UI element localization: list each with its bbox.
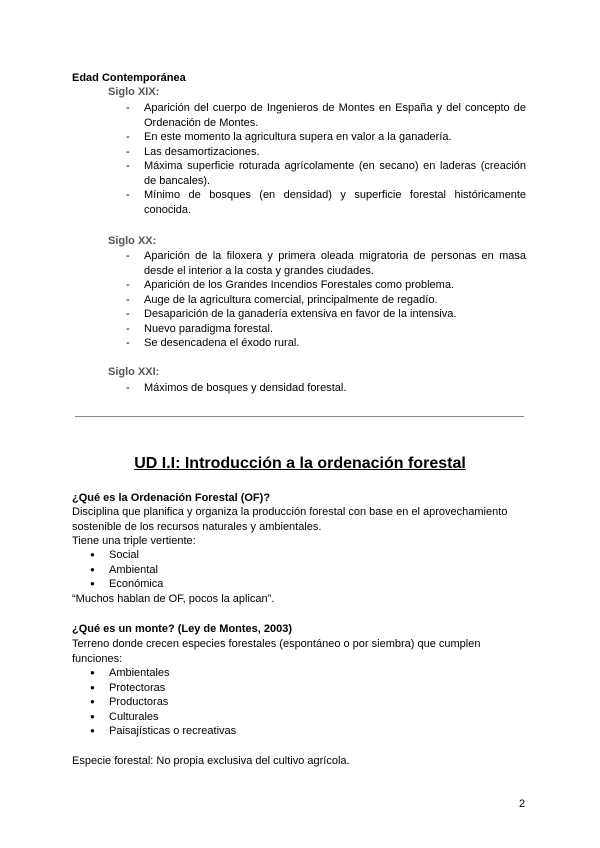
- bullet-item: ● Protectoras: [90, 681, 236, 696]
- bullet-item: ● Económica: [90, 577, 163, 592]
- century-heading-xxi: Siglo XXI:: [108, 366, 160, 378]
- list-item: - En este momento la agricultura supera en valor a la ganadería.: [126, 130, 526, 145]
- page-number: 2: [519, 798, 526, 810]
- section-intro-of: Tiene una triple vertiente:: [72, 535, 196, 547]
- bullet-list-vertientes: [90, 548, 163, 592]
- bullet-item: ● Culturales: [90, 710, 236, 725]
- list-item: - Aparición del cuerpo de Ingenieros de Montes en España y del concepto de Ordenación de Montes.: [126, 101, 526, 130]
- century-list-xx: [126, 249, 526, 351]
- section-divider: [75, 416, 524, 417]
- list-item: - Nuevo paradigma forestal.: [126, 322, 526, 337]
- section-note: Especie forestal: No propia exclusiva del cultivo agrícola.: [72, 755, 350, 767]
- bullet-item: ● Productoras: [90, 695, 236, 710]
- list-item: - Máxima superficie roturada agrícolamente (en secano) en laderas (creación de bancales).: [126, 159, 526, 188]
- century-list-xxi: [126, 381, 526, 396]
- list-item: - Mínimo de bosques (en densidad) y superficie forestal históricamente conocida.: [126, 188, 526, 217]
- bullet-item: ● Social: [90, 548, 163, 563]
- century-list-xix: [126, 101, 526, 217]
- unit-title: UD I.I: Introducción a la ordenación forestal: [134, 455, 466, 472]
- section-quote: “Muchos hablan de OF, pocos la aplican”.: [72, 593, 275, 605]
- era-heading: Edad Contemporánea: [72, 72, 186, 84]
- bullet-list-funciones: [90, 666, 236, 739]
- bullet-item: ● Paisajísticas o recreativas: [90, 724, 236, 739]
- list-item: - Desaparición de la ganadería extensiva en favor de la intensiva.: [126, 307, 526, 322]
- section-heading-of: ¿Qué es la Ordenación Forestal (OF)?: [72, 492, 271, 504]
- century-heading-xx: Siglo XX:: [108, 235, 157, 247]
- list-item: - Máximos de bosques y densidad forestal.: [126, 381, 526, 396]
- section-heading-monte: ¿Qué es un monte? (Ley de Montes, 2003): [72, 623, 293, 635]
- list-item: - Aparición de los Grandes Incendios Forestales como problema.: [126, 278, 526, 293]
- bullet-item: ● Ambiental: [90, 563, 163, 578]
- list-item: - Auge de la agricultura comercial, principalmente de regadío.: [126, 293, 526, 308]
- list-item: - Las desamortizaciones.: [126, 145, 526, 160]
- list-item: - Aparición de la filoxera y primera oleada migratoria de personas en masa desde el interior a la costa y grandes ciudades.: [126, 249, 526, 278]
- section-paragraph-of: Disciplina que planifica y organiza la producción forestal con base en el aprovechamiento sostenible de los recursos naturales y ambientales.: [72, 506, 508, 533]
- century-heading-xix: Siglo XIX:: [108, 86, 160, 98]
- bullet-item: ● Ambientales: [90, 666, 236, 681]
- list-item: - Se desencadena el éxodo rural.: [126, 336, 526, 351]
- section-paragraph-monte: Terreno donde crecen especies forestales (espontáneo o por siembra) que cumplen funciones:: [72, 638, 481, 665]
